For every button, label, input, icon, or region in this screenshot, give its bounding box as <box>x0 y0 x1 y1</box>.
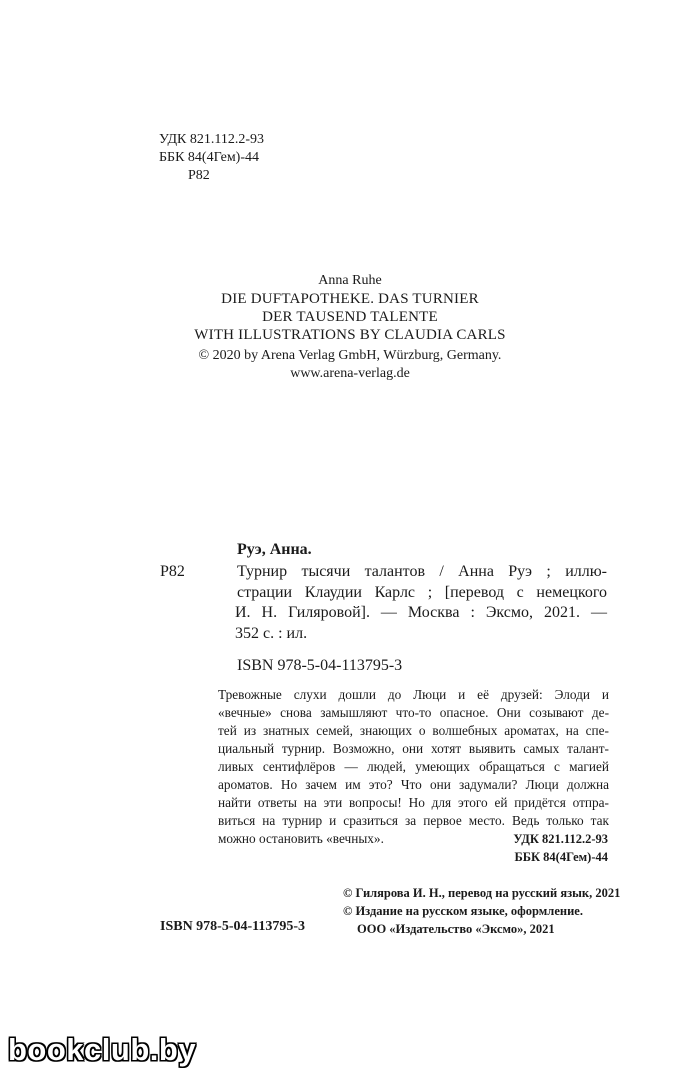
catalog-author-mark: Р82 <box>160 563 185 580</box>
catalog-line-2: страции Клаудии Карлс ; [перевод с немецкого <box>237 583 607 601</box>
catalog-entry <box>237 562 607 644</box>
annotation-line-7: найти ответы на эти вопросы! Но для этого ей придётся отпра- <box>218 795 609 810</box>
original-edition-block <box>180 272 520 383</box>
footer-isbn: ISBN 978-5-04-113795-3 <box>160 919 306 934</box>
annotation-line-3: тей из знатных семей, знающих о волшебных ароматах, на спе- <box>218 723 609 738</box>
annotation-line-1: Тревожные слухи дошли до Люци и её друзей: Элоди и <box>218 687 609 702</box>
original-title-line-2: DER TAUSEND TALENTE <box>262 309 438 325</box>
annotation-line-6: ароматов. Но зачем им это? Что они задумали? Люци должна <box>218 777 609 792</box>
annotation-line-2: «вечные» снова замышляют что-то опасное. Они созывают де- <box>218 705 609 720</box>
copyright-block <box>343 884 620 938</box>
annotation-bbk: ББК 84(4Гем)-44 <box>514 850 608 864</box>
annotation-line-5: ливых сентифлёров — людей, умеющих обращаться с магией <box>218 759 609 774</box>
annotation-line-9: можно остановить «вечных». <box>218 831 384 846</box>
copyright-line-1: © Гилярова И. Н., перевод на русский язык, 2021 <box>343 886 621 900</box>
author-mark: Р82 <box>188 168 210 183</box>
original-website: www.arena-verlag.de <box>290 366 410 381</box>
catalog-line-4: 352 с. : ил. <box>235 624 308 642</box>
original-copyright: © 2020 by Arena Verlag GmbH, Würzburg, Germany. <box>198 348 502 363</box>
original-title-line-3: WITH ILLUSTRATIONS BY CLAUDIA CARLS <box>194 327 506 343</box>
original-author: Anna Ruhe <box>318 273 382 288</box>
copyright-line-2: © Издание на русском языке, оформление. <box>343 904 583 918</box>
catalog-heading: Руэ, Анна. <box>237 541 312 558</box>
udk-code: УДК 821.112.2-93 <box>159 132 265 147</box>
annotation-line-4: циальный турнир. Возможно, они хотят выявить самых талант- <box>218 741 609 756</box>
catalog-isbn: ISBN 978-5-04-113795-3 <box>237 657 403 674</box>
original-title-line-1: DIE DUFTAPOTHEKE. DAS TURNIER <box>221 291 479 307</box>
copyright-line-3: ООО «Издательство «Эксмо», 2021 <box>357 922 555 936</box>
annotation-line-8: виться на турнир и сразиться за первое место. Ведь только так <box>218 813 609 828</box>
catalog-line-1: Турнир тысячи талантов / Анна Руэ ; иллю- <box>237 563 607 580</box>
annotation-udk: УДК 821.112.2-93 <box>513 832 608 846</box>
bbk-code: ББК 84(4Гем)-44 <box>159 150 260 165</box>
annotation <box>218 686 609 848</box>
catalog-line-3: И. Н. Гиляровой]. — Москва : Эксмо, 2021. — <box>235 604 607 621</box>
watermark-logo: bookclub.by <box>8 1032 197 1067</box>
